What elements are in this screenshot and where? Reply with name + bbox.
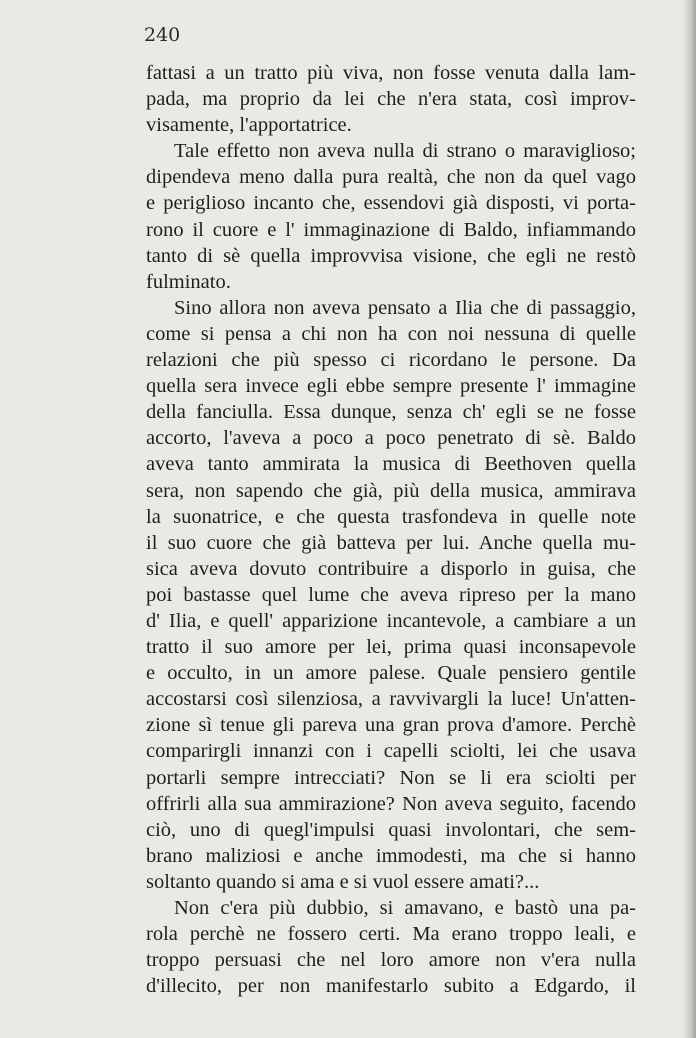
text-line: d' Ilia, e quell' apparizione incantevole, a cambiare a un xyxy=(146,609,636,632)
text-line: fulminato. xyxy=(146,270,231,293)
text-line: tratto il suo amore per lei, prima quasi inconsapevole xyxy=(146,636,636,659)
text-line: e periglioso incanto che, essendovi già disposti, vi porta- xyxy=(146,192,636,215)
text-line: e occulto, in un amore palese. Quale pensiero gentile xyxy=(146,662,636,685)
text-line: aveva tanto ammirata la musica di Beethoven quella xyxy=(146,453,636,476)
text-line: quella sera invece egli ebbe sempre presente l' immagine xyxy=(146,375,636,398)
text-line: visamente, l'apportatrice. xyxy=(146,114,352,137)
text-line: portarli sempre intrecciati? Non se li era sciolti per xyxy=(146,766,636,789)
text-line: rono il cuore e l' immaginazione di Baldo, infiammando xyxy=(146,218,636,241)
page-number: 240 xyxy=(144,24,181,46)
text-line: zione sì tenue gli pareva una gran prova d'amore. Perchè xyxy=(146,714,636,737)
text-line: Non c'era più dubbio, si amavano, e bastò una pa- xyxy=(174,897,636,919)
text-line: poi bastasse quel lume che aveva ripreso per la mano xyxy=(146,583,636,606)
page-edge-shadow xyxy=(682,0,696,1038)
text-line: accostarsi così silenziosa, a ravvivargli la luce! Un'atten- xyxy=(146,688,636,711)
text-line: Tale effetto non aveva nulla di strano o maraviglioso; xyxy=(174,140,636,163)
text-line: Sino allora non aveva pensato a Ilia che di passaggio, xyxy=(174,296,636,319)
text-line: sica aveva dovuto contribuire a disporlo in guisa, che xyxy=(146,557,636,580)
text-line: il suo cuore che già batteva per lui. Anche quella mu- xyxy=(146,531,636,554)
text-line: brano maliziosi e anche immodesti, ma che si hanno xyxy=(146,844,636,867)
text-line: dipendeva meno dalla pura realtà, che non da quel vago xyxy=(146,166,636,189)
text-line: come si pensa a chi non ha con noi nessuna di quelle xyxy=(146,322,636,345)
text-line: soltanto quando si ama e si vuol essere amati?... xyxy=(146,870,540,893)
text-line: ciò, uno di quegl'impulsi quasi involontari, che sem- xyxy=(146,818,636,841)
text-line: rola perchè ne fossero certi. Ma erano troppo leali, e xyxy=(146,923,636,946)
text-line: sera, non sapendo che già, più della musica, ammirava xyxy=(146,479,636,502)
body-text xyxy=(146,60,636,999)
text-line: offrirli alla sua ammirazione? Non aveva seguito, facendo xyxy=(146,792,636,815)
text-line: d'illecito, per non manifestarlo subito a Edgardo, il xyxy=(146,975,636,998)
text-line: comparirgli innanzi con i capelli sciolti, lei che usava xyxy=(146,740,636,763)
text-line: troppo persuasi che nel loro amore non v'era nulla xyxy=(146,949,636,972)
text-line: tanto di sè quella improvvisa visione, che egli ne restò xyxy=(146,244,636,267)
text-line: della fanciulla. Essa dunque, senza ch' egli se ne fosse xyxy=(146,401,636,424)
text-line: la suonatrice, e che questa trasfondeva in quelle note xyxy=(146,505,636,528)
text-line: pada, ma proprio da lei che n'era stata, così improv- xyxy=(146,88,636,111)
text-line: accorto, l'aveva a poco a poco penetrato di sè. Baldo xyxy=(146,427,636,450)
text-line: relazioni che più spesso ci ricordano le persone. Da xyxy=(146,349,636,372)
text-line: fattasi a un tratto più viva, non fosse venuta dalla lam- xyxy=(146,62,636,84)
